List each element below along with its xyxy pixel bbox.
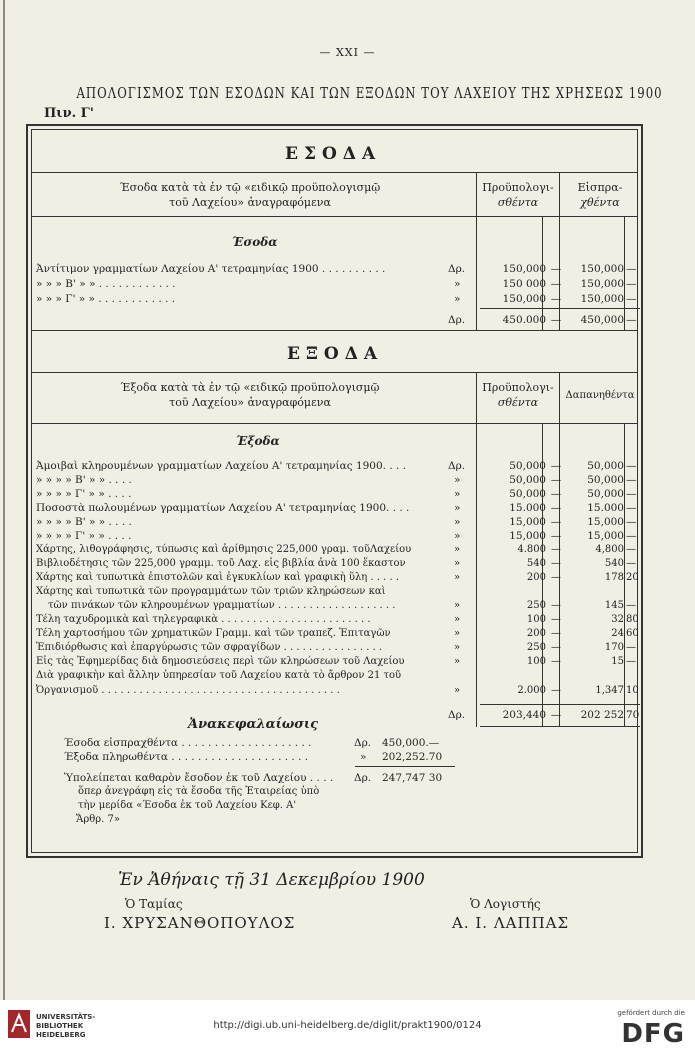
expenses-subheading: Έξοδα	[236, 434, 280, 448]
table-row: Χάρτης καὶ τυπωτικὰ ἐπιστολῶν καὶ ἐγκυκλίων καὶ γραφικὴ ὕλη . . . . . » 200 — 178 20	[36, 572, 639, 583]
table-row: Βιβλιοδέτησις τῶν 225,000 γραμμ. τοῦ Λαχ. εἰς βιβλία ἀνὰ 100 ἕκαστον » 540 — 540 —	[36, 558, 636, 569]
income-heading: ΕΣΟΔΑ	[285, 144, 382, 164]
income-subheading: Έσοδα	[232, 235, 278, 249]
table-row: Χάρτης καὶ τυπωτικὰ τῶν προγραμμάτων τῶν τριῶν κληρώσεων καὶ	[36, 586, 386, 597]
sum-rule	[480, 726, 640, 727]
treasurer-role: Ὁ Ταμίας	[125, 897, 183, 911]
source-url[interactable]: http://digi.ub.uni-heidelberg.de/diglit/prakt1900/0124	[213, 1020, 482, 1031]
table-label: Πιν. Γ'	[44, 106, 94, 121]
recap-expense-row: Έξοδα πληρωθέντα . . . . . . . . . . . . . . . . . . . . . » 202,252.70	[64, 751, 443, 763]
table-row: Χάρτης, λιθογράφησις, τύπωσις καὶ ἀρίθμησις 225,000 γραμ. τοῦΛαχείου » 4.800 — 4,800 —	[36, 544, 636, 555]
library-name: UNIVERSITÄTS- BIBLIOTHEK HEIDELBERG	[36, 1013, 96, 1039]
accountant-name: Α. Ι. ΛΑΠΠΑΣ	[452, 914, 570, 932]
document-title: ΑΠΟΛΟΓΙΣΜΟΣ ΤΩΝ ΕΣΟΔΩΝ ΚΑΙ ΤΩΝ ΕΞΟΔΩΝ ΤΟΥ ΛΑΧΕΙΟΥ ΤΗΣ ΧΡΗΣΕΩΣ 1900	[76, 84, 663, 102]
table-row: » » » » Β' » » . . . . » 50,000 — 50,000 —	[36, 474, 637, 486]
expenses-heading: ΕΞΟΔΑ	[287, 344, 384, 364]
sum-rule	[355, 766, 455, 767]
place-and-date: Ἐν Ἀθήναις τῇ 31 Δεκεμβρίου 1900	[118, 870, 425, 890]
recap-note: ὅπερ ἀνεγράφη εἰς τὰ ἔσοδα τῆς Ἑταιρείας ὑπὸ	[78, 786, 320, 797]
recap-income-row: Έσοδα εἰσπραχθέντα . . . . . . . . . . . . . . . . . . . . Δρ. 450,000.—	[64, 737, 440, 749]
table-row: Ἐπιδιόρθωσις καὶ ἐπαργύρωσις τῶν σφραγίδων . . . . . . . . . . . . . . . . » 250 — 170 —	[36, 642, 636, 653]
column-rule	[476, 172, 477, 330]
expenses-actual-header: Δαπανηθέντα	[565, 390, 635, 401]
divider	[31, 423, 638, 424]
column-rule	[559, 172, 560, 330]
income-actual-header: Εἰσπρα- χθέντα	[577, 181, 623, 209]
page-edge	[3, 0, 5, 1000]
table-row: » » » Γ' » » . . . . . . . . . . . . » 150,000 — 150,000 —	[36, 293, 637, 305]
recap-note: τὴν μερίδα «Έσοδα ἐκ τοῦ Λαχείου Κεφ. Α'	[78, 800, 297, 811]
funding-note: gefördert durch die	[617, 1009, 685, 1017]
divider	[31, 330, 638, 331]
page-number: — XXI —	[319, 46, 376, 59]
table-row: » » » » Γ' » » . . . . » 15,000 — 15,000 —	[36, 530, 637, 542]
income-column-description: Έσοδα κατὰ τὰ ἐν τῷ «ειδικῷ προϋπολογισμῷ τοῦ Λαχείου» ἀναγραφόμενα	[119, 181, 381, 209]
expenses-column-description: Έξοδα κατὰ τὰ ἐν τῷ «ειδικῷ προϋπολογισμῷ τοῦ Λαχείου» ἀναγραφόμενα	[120, 381, 380, 409]
table-row: » » » » Β' » » . . . . » 15,000 — 15,000 —	[36, 516, 637, 528]
divider	[31, 172, 638, 173]
dfg-logo: DFG	[621, 1019, 685, 1049]
divider	[31, 372, 638, 373]
recap-balance-row: Ὑπολείπεται καθαρὸν ἔσοδον ἐκ τοῦ Λαχείου . . . . Δρ. 247,747 30	[64, 772, 443, 784]
recap-note: Ἄρθρ. 7»	[76, 814, 120, 825]
table-row: Ὀργανισμοῦ . . . . . . . . . . . . . . . . . . . . . . . . . . . . . . . . . . . . . . » 2.000 — 1,347 10	[36, 685, 639, 696]
income-budget-header: Προϋπολογι- σθέντα	[482, 181, 554, 209]
divider	[31, 216, 638, 217]
table-row: Τέλη χαρτοσήμου τῶν χρηματικῶν Γραμμ. καὶ τῶν τραπεζ. Ἐπιταγῶν » 200 — 24 60	[36, 628, 639, 639]
expenses-total-row: Δρ. 203,440 — 202 252 70	[448, 709, 640, 721]
table-row: » » » » Γ' » » . . . . » 50,000 — 50,000 —	[36, 488, 637, 500]
table-row: τῶν πινάκων τῶν κληρουμένων γραμματίων . . . . . . . . . . . . . . . . . . . » 250 — 145 —	[48, 600, 636, 611]
sum-rule	[480, 308, 640, 309]
accountant-role: Ὁ Λογιστής	[470, 897, 541, 911]
recap-heading: Ἀνακεφαλαίωσις	[188, 717, 319, 732]
digitization-footer	[0, 1000, 695, 1055]
table-row: Ποσοστὰ πωλουμένων γραμματίων Λαχείου Α' τετραμηνίας 1900. . . . » 15.000 — 15.000 —	[36, 502, 637, 514]
table-row: Διὰ γραφικὴν καὶ ἄλλην ὑπηρεσίαν τοῦ Λαχείου κατὰ τὸ ἄρθρον 21 τοῦ	[36, 670, 402, 681]
treasurer-name: Ι. ΧΡΥΣΑΝΘΟΠΟΥΛΟΣ	[104, 914, 296, 932]
income-total-row: Δρ. 450.000 — 450,000 —	[448, 314, 637, 326]
table-row: » » » Β' » » . . . . . . . . . . . . » 150 000 — 150,000 —	[36, 278, 637, 290]
table-row: Ἀντίτιμον γραμματίων Λαχείου Α' τετραμηνίας 1900 . . . . . . . . . . Δρ. 150,000 — 150,000 —	[36, 263, 637, 275]
expenses-budget-header: Προϋπολογι- σθέντα	[482, 381, 554, 409]
table-row: Ἀμοιβαὶ κληρουμένων γραμματίων Λαχείου Α' τετραμηνίας 1900. . . . Δρ. 50,000 — 50,000 —	[36, 460, 637, 472]
table-row: Εἰς τὰς Ἐφημερίδας διὰ δημοσιεύσεις περὶ τῶν κληρώσεων τοῦ Λαχείου » 100 — 15 —	[36, 656, 636, 667]
table-row: Τέλη ταχυδρομικὰ καὶ τηλεγραφικὰ . . . . . . . . . . . . . . . . . . . . . . . . » 100 — 32 80	[36, 614, 639, 625]
sum-rule	[480, 704, 640, 705]
